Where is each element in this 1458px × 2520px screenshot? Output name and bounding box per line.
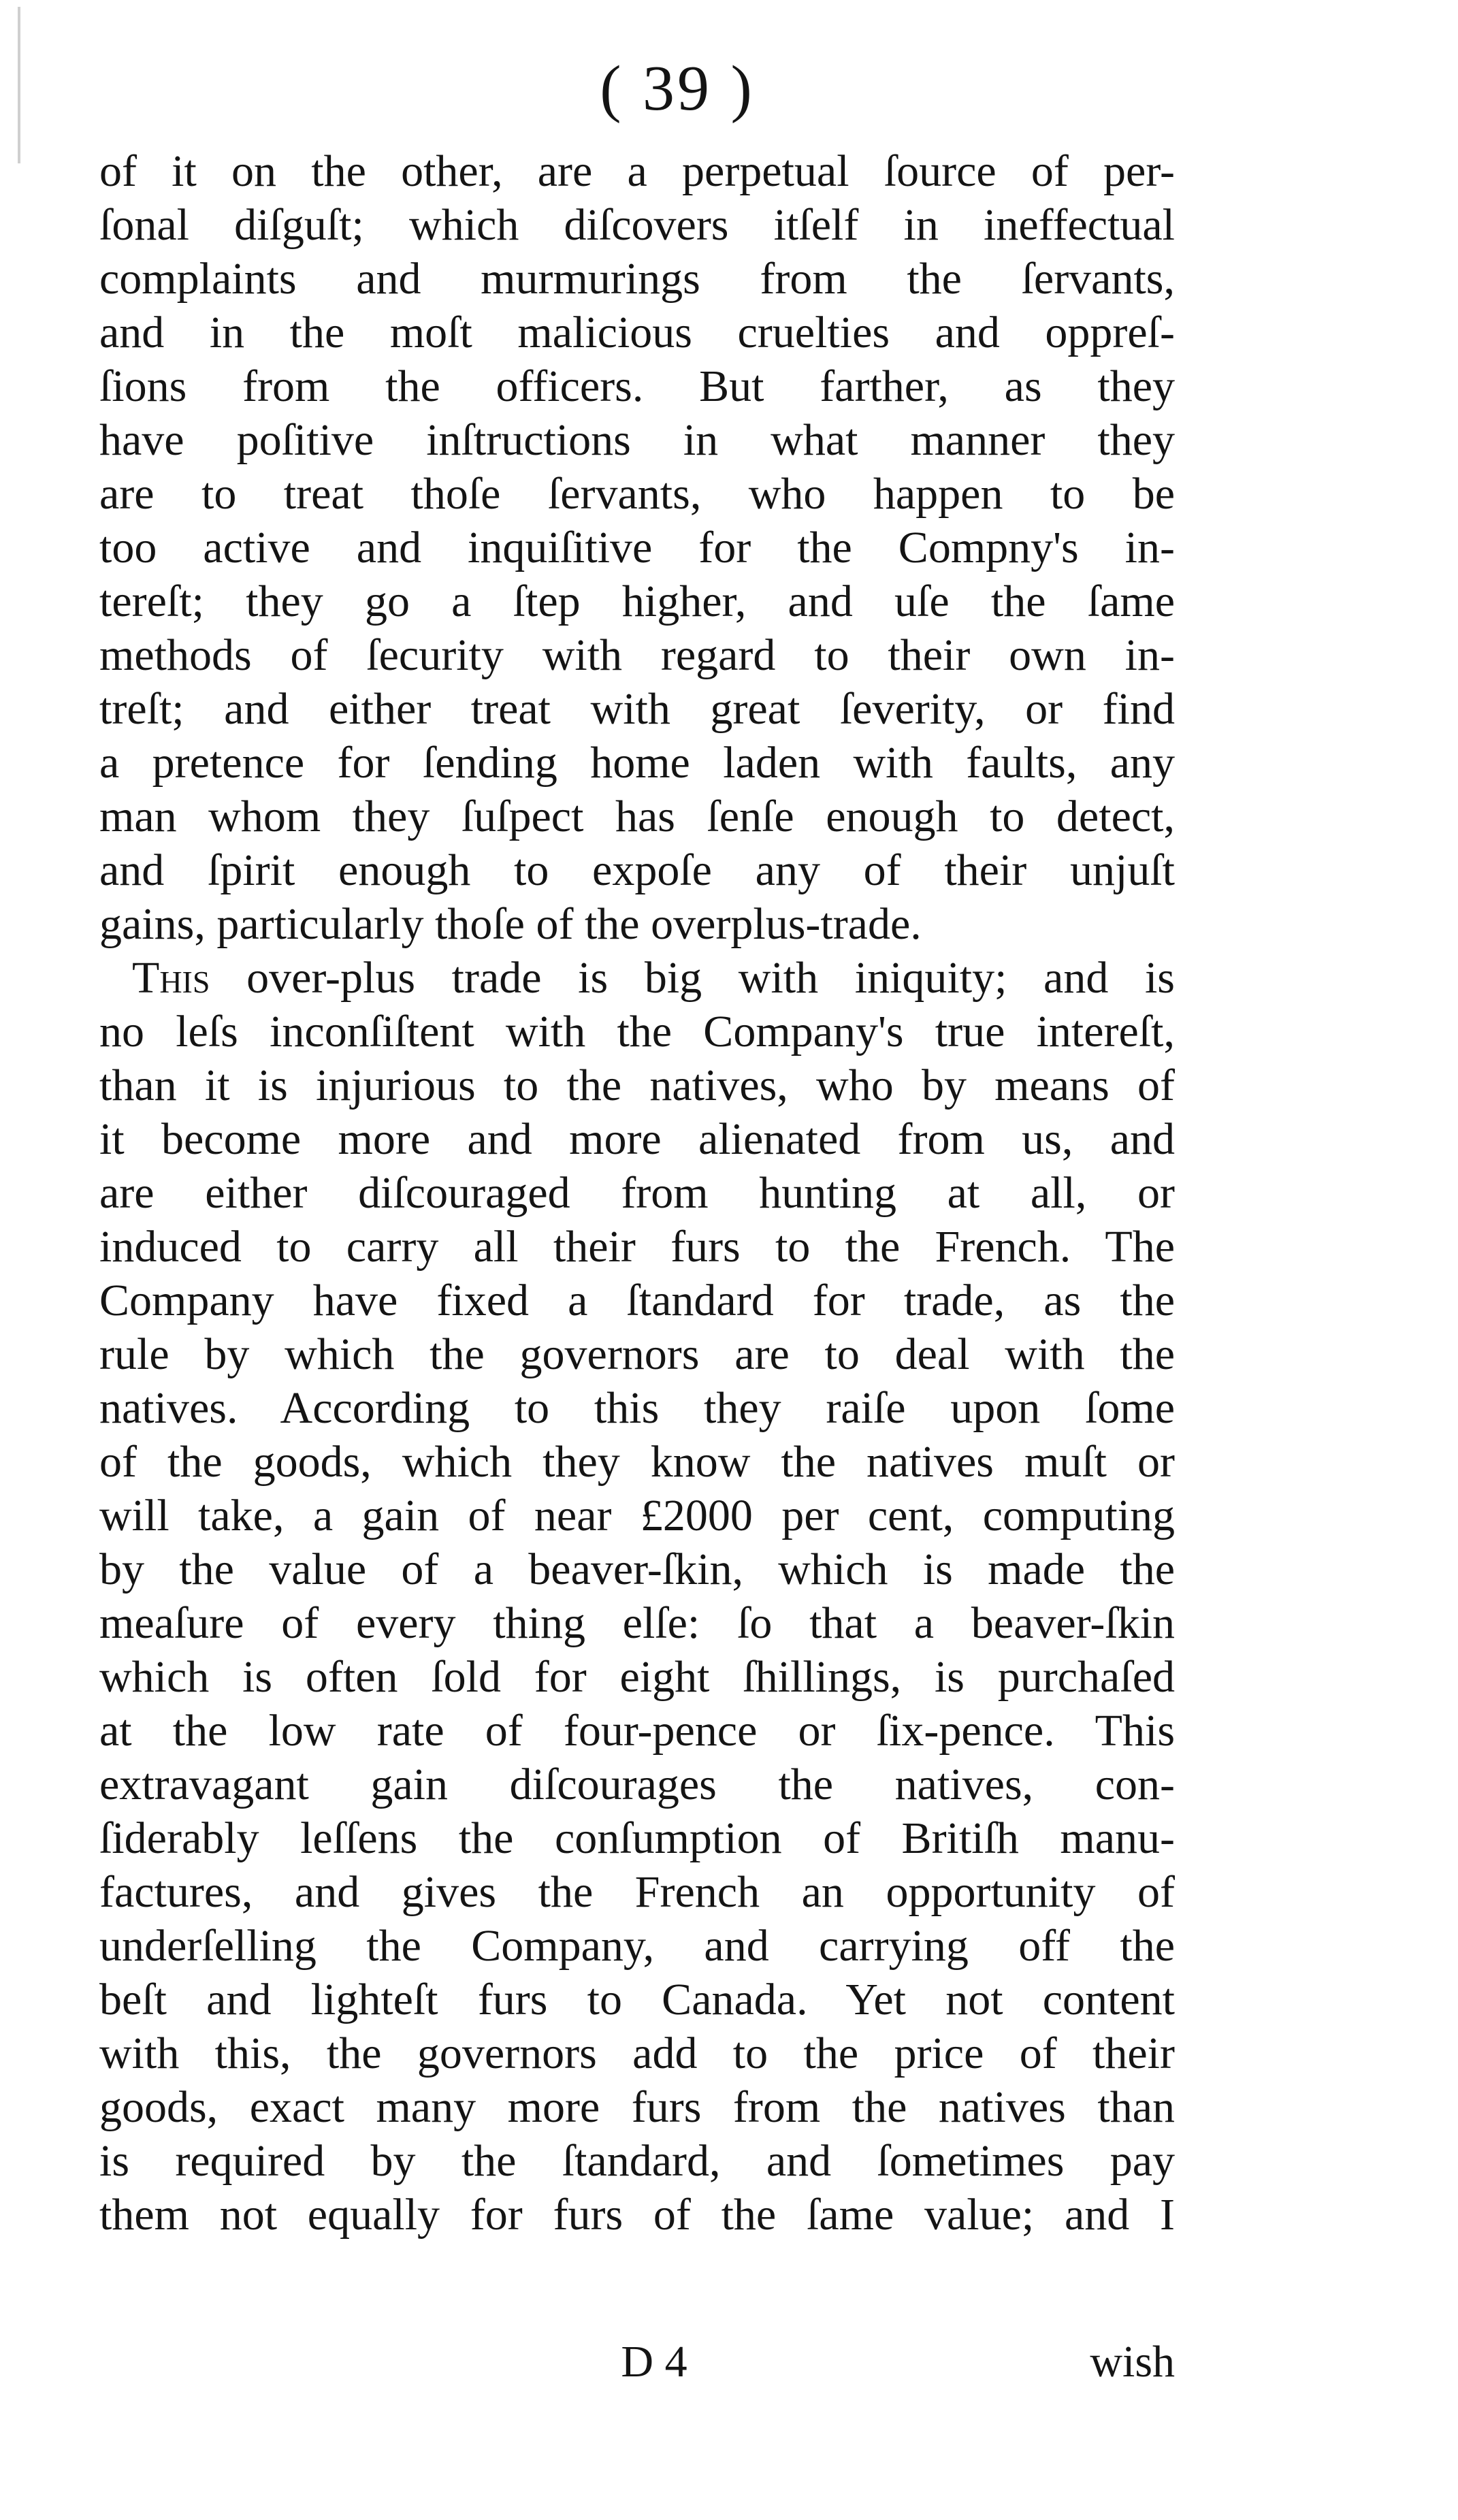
text-line: of the goods, which they know the natives muſt or xyxy=(99,1437,1175,1487)
text-line: ſions from the officers. But farther, as they xyxy=(99,361,1175,411)
text-line: goods, exact many more furs from the natives than xyxy=(99,2082,1175,2132)
text-line: meaſure of every thing elſe: ſo that a beaver-ſkin xyxy=(99,1598,1175,1648)
text-line: tereſt; they go a ſtep higher, and uſe the ſame xyxy=(99,577,1175,626)
text-line: them not equally for furs of the ſame value; and I xyxy=(99,2190,1175,2240)
text-line: factures, and gives the French an opportunity of xyxy=(99,1867,1175,1917)
text-line: underſelling the Company, and carrying off the xyxy=(99,1921,1175,1971)
text-line: methods of ſecurity with regard to their own in- xyxy=(99,630,1175,680)
text-line: of it on the other, are a perpetual ſource of per- xyxy=(99,146,1175,196)
text-line: man whom they ſuſpect has ſenſe enough to detect, xyxy=(99,792,1175,841)
text-line: ſonal diſguſt; which diſcovers itſelf in ineffectual xyxy=(99,200,1175,250)
text-line: extravagant gain diſcourages the natives, con- xyxy=(99,1760,1175,1809)
text-line: rule by which the governors are to deal with the xyxy=(99,1329,1175,1379)
text-line: and ſpirit enough to expoſe any of their unjuſt xyxy=(99,845,1175,895)
text-line: ſiderably leſſens the conſumption of Britiſh manu- xyxy=(99,1813,1175,1863)
page-footer xyxy=(99,2328,1175,2396)
text-line: no leſs inconſiſtent with the Company's true intereſt, xyxy=(99,1007,1175,1056)
paragraph-opening-line xyxy=(99,951,1175,1005)
text-line: induced to carry all their furs to the French. The xyxy=(99,1222,1175,1272)
signature-mark: D 4 xyxy=(621,2337,687,2387)
text-line: with this, the governors add to the price of their xyxy=(99,2029,1175,2078)
text-line: by the value of a beaver-ſkin, which is made the xyxy=(99,1545,1175,1594)
text-line: complaints and murmurings from the ſervants, xyxy=(99,254,1175,304)
text-line: too active and inquiſitive for the Compny's in- xyxy=(99,523,1175,572)
text-line: Company have fixed a ſtandard for trade, as the xyxy=(99,1276,1175,1325)
text-line: at the low rate of four-pence or ſix-pence. This xyxy=(99,1706,1175,1756)
catchword: wish xyxy=(1090,2337,1175,2387)
text-line: are to treat thoſe ſervants, who happen to be xyxy=(99,469,1175,519)
page-edge-rule xyxy=(18,7,20,163)
text-line: it become more and more alienated from us, and xyxy=(99,1114,1175,1164)
text-line: natives. According to this they raiſe upon ſome xyxy=(99,1383,1175,1433)
text-line: beſt and lighteſt furs to Canada. Yet not content xyxy=(99,1975,1175,2024)
text-line: than it is injurious to the natives, who by means of xyxy=(99,1061,1175,1110)
text-line: is required by the ſtandard, and ſometimes pay xyxy=(99,2136,1175,2186)
drop-word: This xyxy=(132,953,210,1003)
opening-line-text: over-plus trade is big with iniquity; and is xyxy=(210,953,1175,1003)
text-line: gains, particularly thoſe of the overplus-trade. xyxy=(99,899,922,949)
text-line: and in the moſt malicious cruelties and oppreſ- xyxy=(99,308,1175,357)
text-line: a pretence for ſending home laden with faults, any xyxy=(99,738,1175,788)
text-line: which is often ſold for eight ſhillings, is purchaſed xyxy=(99,1652,1175,1702)
text-line: will take, a gain of near £2000 per cent, computing xyxy=(99,1491,1175,1540)
text-line: are either diſcouraged from hunting at all, or xyxy=(99,1168,1175,1218)
body-text xyxy=(99,144,1175,2242)
page-number: ( 39 ) xyxy=(600,53,755,124)
text-line: have poſitive inſtructions in what manner they xyxy=(99,415,1175,465)
text-line: treſt; and either treat with great ſeverity, or find xyxy=(99,684,1175,734)
